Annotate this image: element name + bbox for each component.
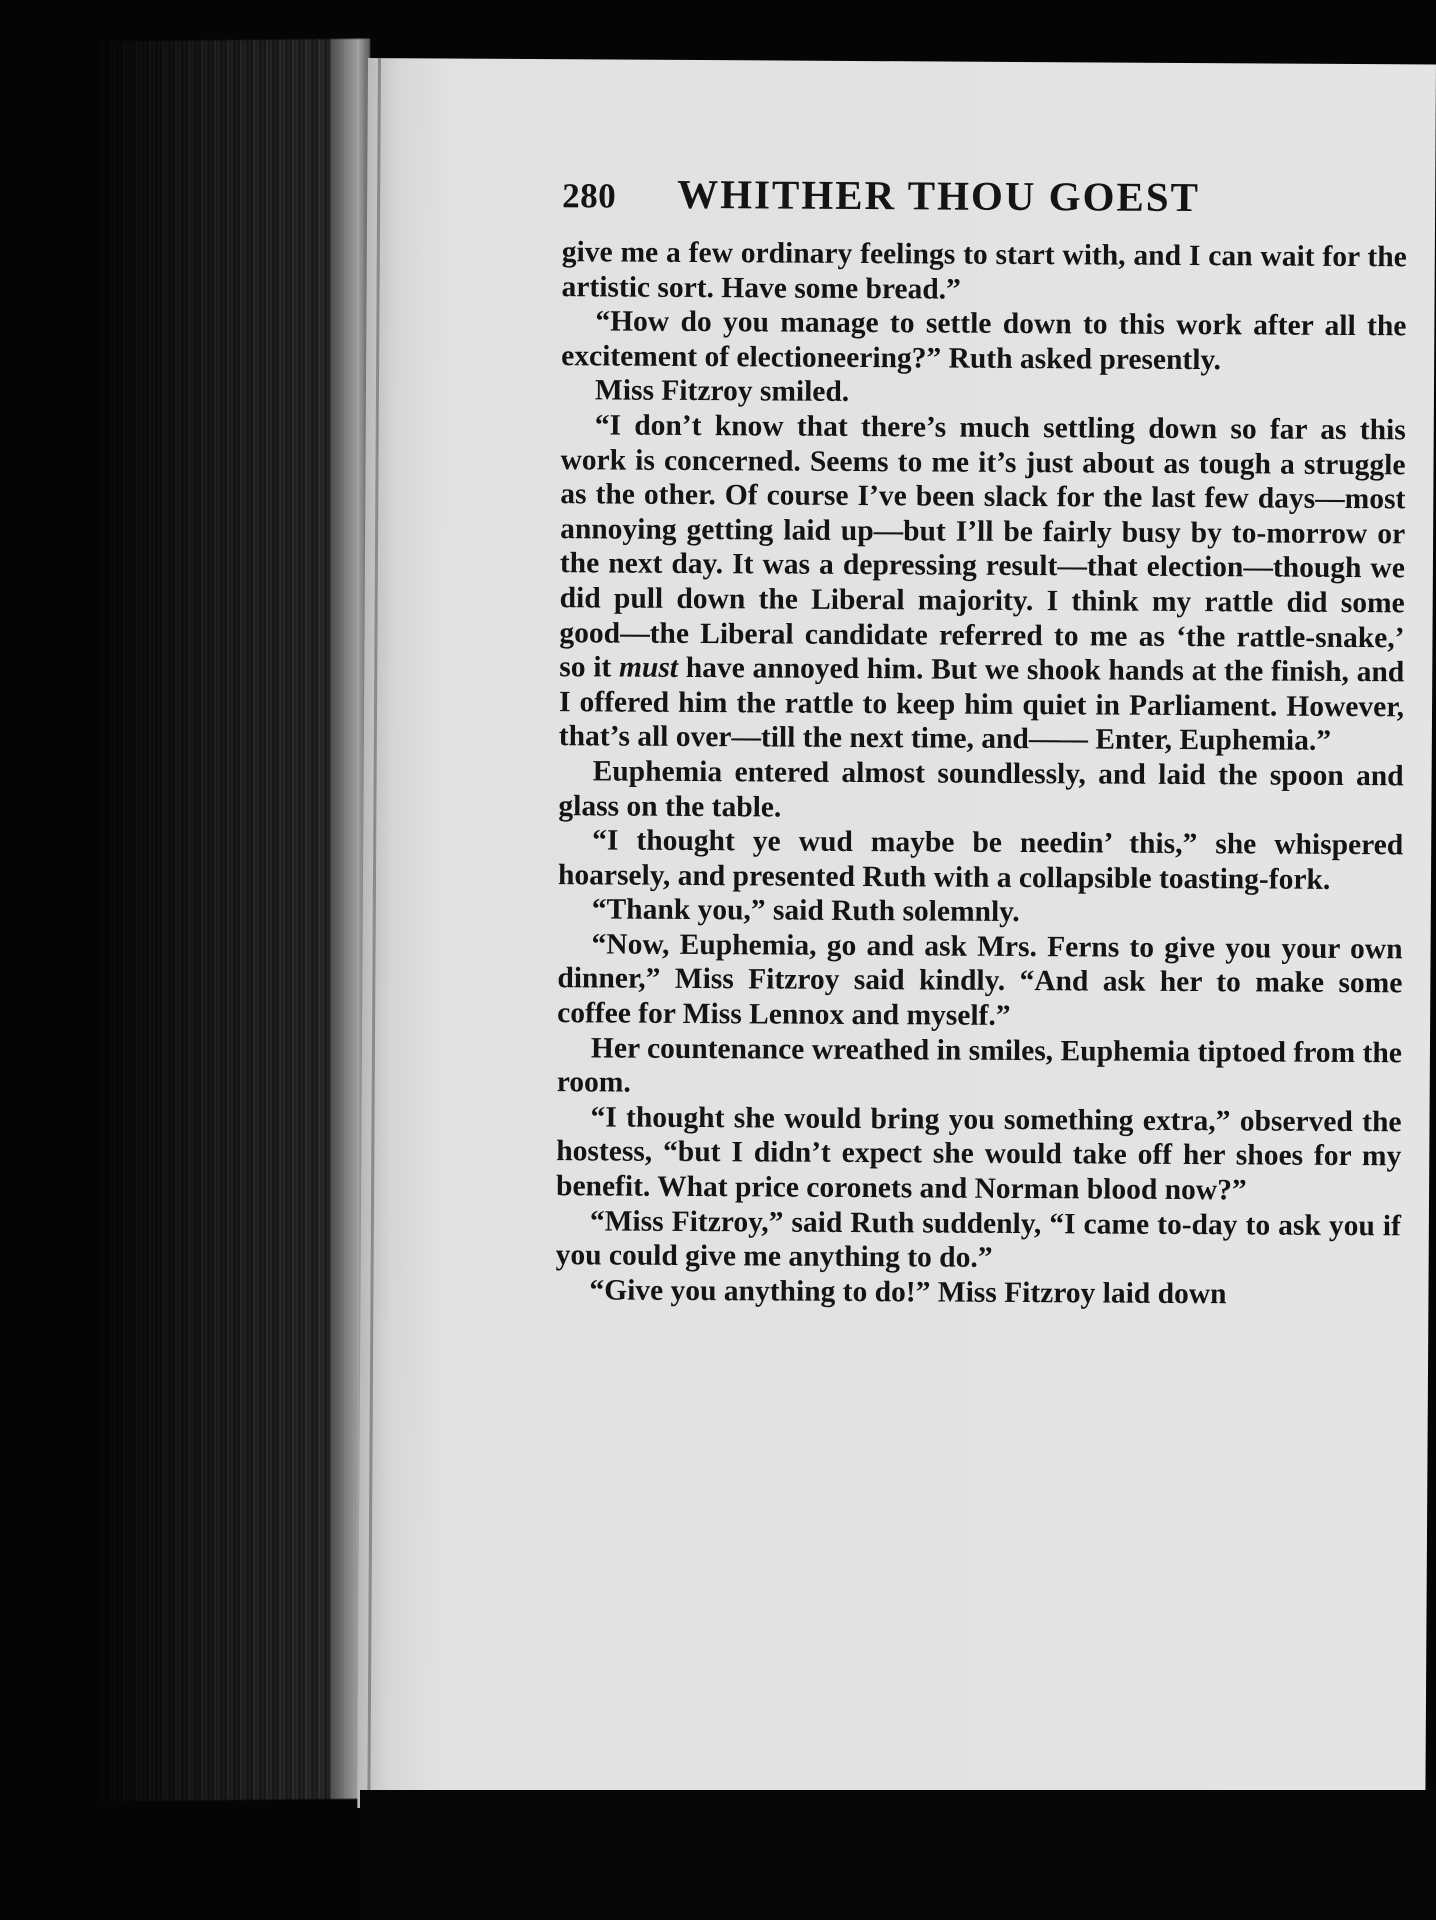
paragraph-text: “I don’t know that there’s much settling down so far as this work is concerned. Seems to me it’s just about as tough a struggle as the other. Of course I’ve been slack for the last few days—most annoying getting laid up—but I’ll be fairly busy by to-morrow or the next day. It was a depressing result—that election—though we did pull down the Liberal majority. I think my rattle did some good—the Liberal candidate referred to me as ‘the rattle-snake,’ so it bbox=[559, 409, 1406, 684]
running-title: WHITHER THOU GOEST bbox=[677, 170, 1201, 221]
paragraph: “Give you anything to do!” Miss Fitzroy laid down bbox=[589, 1274, 1227, 1311]
page-number: 280 bbox=[562, 176, 617, 216]
page-gutter bbox=[367, 58, 381, 1808]
paragraph: “Thank you,” said Ruth solemnly. bbox=[591, 893, 1020, 929]
paragraph: “Now, Euphemia, go and ask Mrs. Ferns to give you your own dinner,” Miss Fitzroy said kindly. “And ask her to make some coffee for Miss Lennox and myself.” bbox=[557, 928, 1403, 1033]
paragraph: Miss Fitzroy smiled. bbox=[594, 374, 850, 409]
paragraph bbox=[559, 408, 1406, 759]
paragraph: “How do you manage to settle down to this work after all the excitement of electioneering?” Ruth asked presently. bbox=[561, 305, 1407, 376]
paragraph: “I thought ye wud maybe be needin’ this,” she whispered hoarsely, and presented Ruth with a collapsible toasting-fork. bbox=[557, 824, 1404, 896]
paragraph: Euphemia entered almost soundlessly, and laid the spoon and glass on the table. bbox=[558, 755, 1404, 824]
paragraph-text: have annoyed him. But we shook hands at the finish, and I offered him the rattle to keep him quiet in Parliament. However, that’s all over—till the next time, and—— Enter, Euphemia.” bbox=[558, 652, 1405, 758]
paragraph: give me a few ordinary feelings to start with, and I can wait for the artistic sort. Have some bread.” bbox=[561, 236, 1407, 306]
running-head bbox=[562, 169, 1407, 222]
page-content bbox=[555, 169, 1407, 1313]
emphasis-text: must bbox=[618, 651, 679, 685]
book-page bbox=[357, 58, 1436, 1814]
paragraph: “Miss Fitzroy,” said Ruth suddenly, “I came to-day to ask you if you could give me anything to do.” bbox=[555, 1205, 1401, 1275]
book-page-edges bbox=[100, 39, 370, 1802]
paragraph: “I thought she would bring you something extra,” observed the hostess, “but I didn’t expect she would take off her shoes for my benefit. What price coronets and Norman blood now?” bbox=[556, 1101, 1402, 1207]
page-bottom-shadow bbox=[360, 1790, 1436, 1920]
paragraph: Her countenance wreathed in smiles, Euphemia tiptoed from the room. bbox=[556, 1032, 1403, 1099]
